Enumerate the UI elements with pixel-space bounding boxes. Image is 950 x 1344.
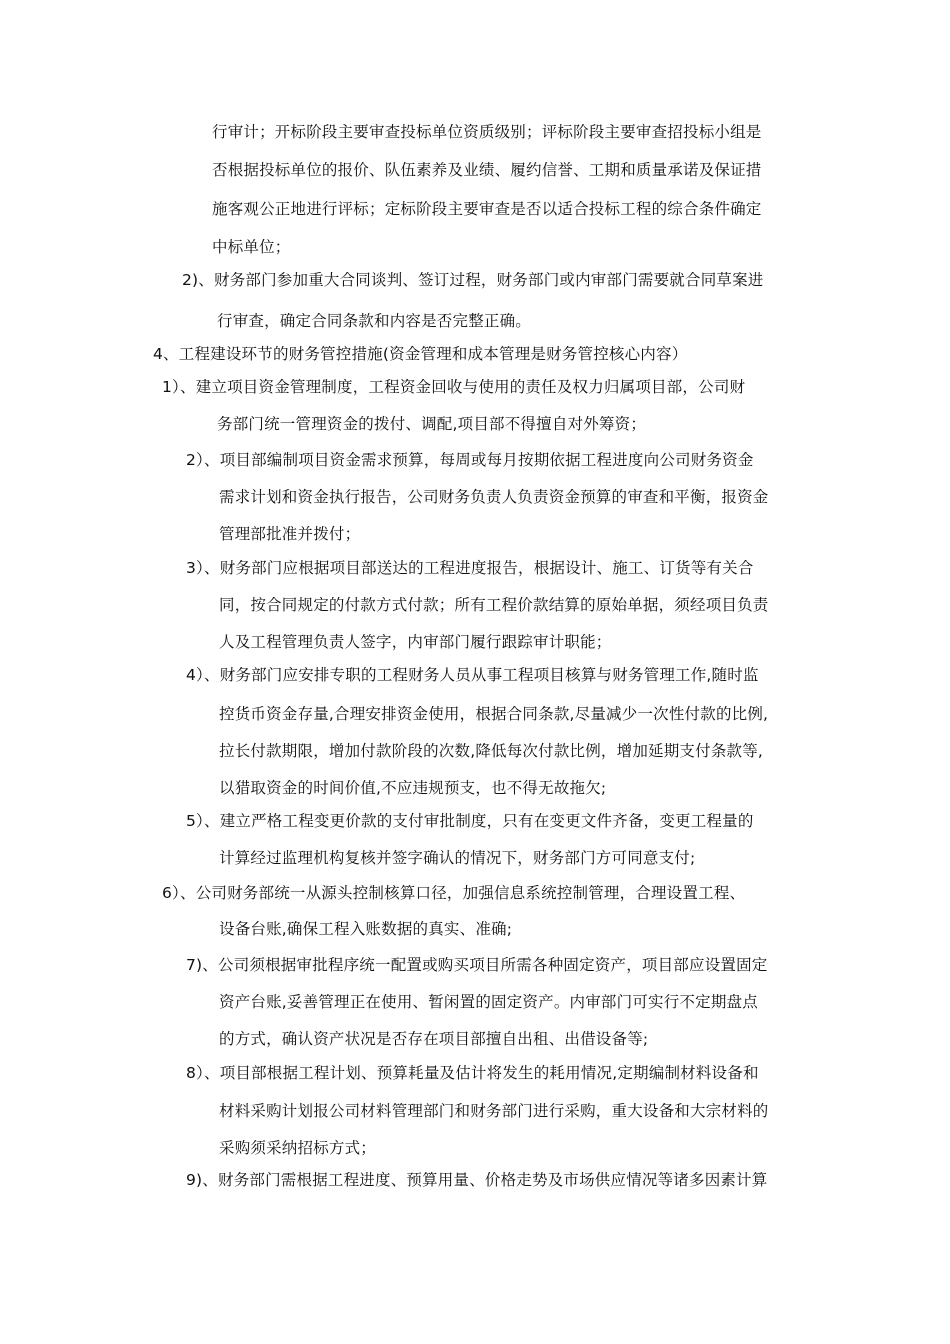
text-line: 务部门统一管理资金的拨付、调配,项目部不得擅自对外筹资； [217,415,647,433]
text-line: 需求计划和资金执行报告，公司财务负责人负责资金预算的审查和平衡，报资金 [219,488,769,506]
text-line: 2）、项目部编制项目资金需求预算，每周或每月按期依据工程进度向公司财务资金 [186,451,754,469]
text-line: 以猎取资金的时间价值,不应违规预支，也不得无故拖欠; [219,779,607,797]
text-line: 5）、建立严格工程变更价款的支付审批制度，只有在变更文件齐备，变更工程量的 [186,812,754,830]
text-line: 9)、财务部门需根据工程进度、预算用量、价格走势及市场供应情况等诸多因素计算 [186,1171,768,1189]
text-line: 人及工程管理负责人签字，内审部门履行跟踪审计职能； [219,633,612,651]
text-line: 行审查，确定合同条款和内容是否完整正确。 [217,312,532,330]
text-line: 否根据投标单位的报价、队伍素养及业绩、履约信誉、工期和质量承诺及保证措 [212,161,762,179]
text-line: 1）、建立项目资金管理制度，工程资金回收与使用的责任及权力归属项目部，公司财 [162,378,746,396]
text-line: 中标单位； [212,238,291,256]
text-line: 拉长付款期限，增加付款阶段的次数,降低每次付款比例，增加延期支付条款等, [219,742,764,760]
text-line: 7)、公司须根据审批程序统一配置或购买项目所需各种固定资产，项目部应设置固定 [186,956,768,974]
text-line: 材料采购计划报公司材料管理部门和财务部门进行采购，重大设备和大宗材料的 [219,1102,769,1120]
text-line: 的方式，确认资产状况是否存在项目部擅自出租、出借设备等; [219,1030,649,1048]
text-line: 资产台账,妥善管理正在使用、暂闲置的固定资产。内审部门可实行不定期盘点 [219,993,758,1011]
text-line: 8）、项目部根据工程计划、预算耗量及估计将发生的耗用情况,定期编制材料设备和 [186,1064,759,1082]
text-line: 设备台账,确保工程入账数据的真实、准确; [219,920,513,938]
text-line: 施客观公正地进行评标；定标阶段主要审查是否以适合投标工程的综合条件确定 [212,200,762,218]
text-line: 计算经过监理机构复核并签字确认的情况下，财务部门方可同意支付; [219,849,696,867]
text-line: 采购须采纳招标方式； [219,1139,377,1157]
text-line: 2)、财务部门参加重大合同谈判、签订过程，财务部门或内审部门需要就合同草案进 [182,271,764,289]
text-line: 行审计；开标阶段主要审查投标单位资质级别；评标阶段主要审查招投标小组是 [212,123,762,141]
text-line: 同，按合同规定的付款方式付款；所有工程价款结算的原始单据，须经项目负责 [219,596,769,614]
text-line: 控货币资金存量,合理安排资金使用，根据合同条款,尽量减少一次性付款的比例, [219,705,769,723]
text-line: 4、工程建设环节的财务管控措施(资金管理和成本管理是财务管控核心内容） [153,345,688,363]
text-line: 管理部批准并拨付； [219,525,361,543]
text-line: 3）、财务部门应根据项目部送达的工程进度报告，根据设计、施工、订货等有关合 [186,559,754,577]
text-line: 4）、财务部门应安排专职的工程财务人员从事工程项目核算与财务管理工作,随时监 [186,666,759,684]
text-line: 6）、公司财务部统一从源头控制核算口径，加强信息系统控制管理，合理设置工程、 [162,884,746,902]
